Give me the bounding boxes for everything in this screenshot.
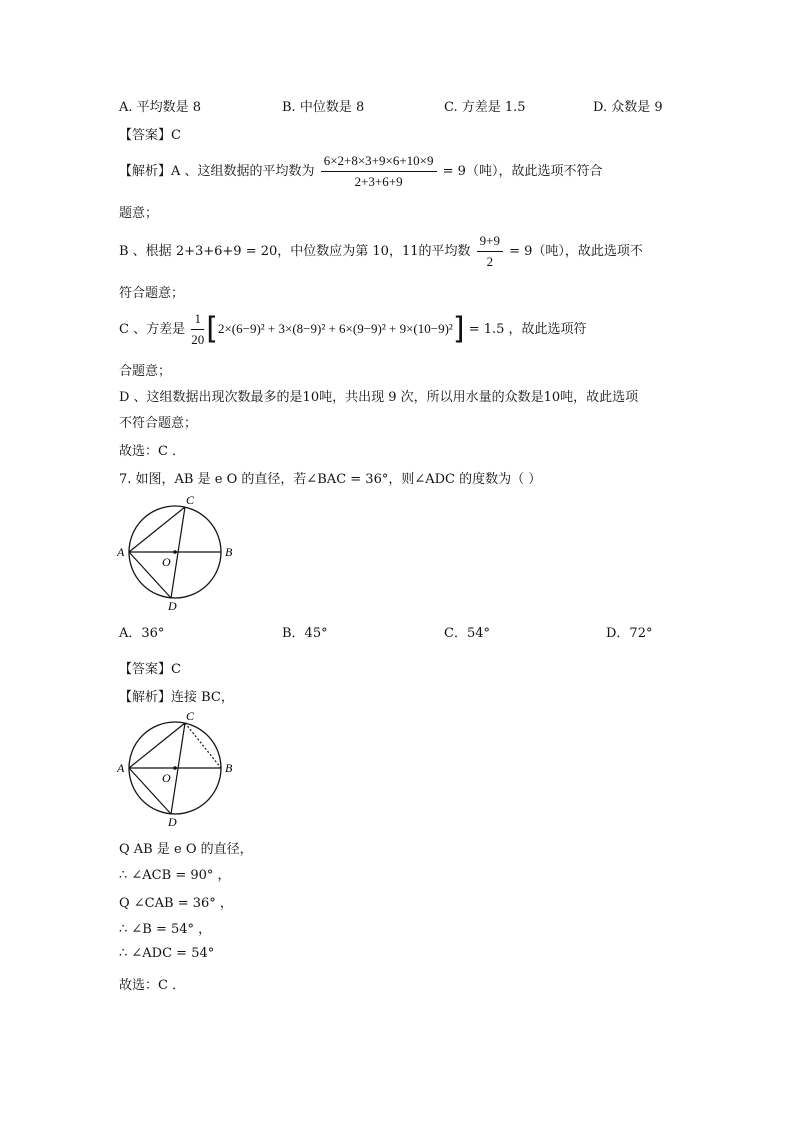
label-c: C — [186, 494, 195, 507]
label-o: O — [162, 555, 171, 569]
q6-analysis-a — [119, 152, 602, 191]
q7-option-d: D．72° — [606, 626, 653, 641]
analysis-a-prefix: A 、这组数据的平均数为 — [171, 164, 315, 179]
analysis-b-suffix: = 9（吨），故此选项不 — [509, 244, 643, 259]
left-bracket: [ — [206, 311, 218, 347]
q7-option-a: A．36° — [119, 626, 165, 641]
chord-ac-2 — [129, 723, 185, 768]
q6-answer: 【答案】C — [119, 128, 181, 143]
q6-analysis-d-line2: 不符合题意； — [119, 416, 198, 431]
analysis-c-prefix: C 、方差是 — [119, 322, 186, 337]
label-c-2: C — [186, 710, 195, 723]
analysis-c-suffix: = 1.5 ，故此选项符 — [468, 322, 587, 337]
label-b-2: B — [225, 761, 233, 775]
label-d: D — [168, 599, 177, 613]
median-fraction — [477, 232, 503, 271]
variance-fraction-denominator: 20 — [191, 332, 205, 347]
mean-fraction-numerator: 6×2+8×3+9×6+10×9 — [321, 152, 437, 172]
variance-fraction — [191, 310, 204, 349]
q7-step-5: ∴ ∠ADC = 54° — [119, 946, 215, 961]
analysis-b-prefix: B 、根据 2+3+6+9 = 20，中位数应为第 10，11的平均数 — [119, 244, 471, 259]
q7-solution-figure — [112, 710, 242, 830]
q6-option-a: A. 平均数是 8 — [119, 100, 202, 115]
label-a-2: A — [117, 761, 125, 775]
q6-option-b: B. 中位数是 8 — [282, 100, 365, 115]
variance-expression: 2×(6−9)² + 3×(8−9)² + 6×(9−9)² + 9×(10−9)² — [217, 321, 453, 336]
label-o-2: O — [162, 771, 171, 785]
median-fraction-numerator: 9+9 — [477, 232, 503, 252]
analysis-tag: 【解析】 — [119, 164, 172, 179]
median-fraction-denominator: 2 — [486, 254, 494, 269]
q7-step-2: ∴ ∠ACB = 90° ， — [119, 868, 231, 883]
q7-analysis: 【解析】连接 BC， — [119, 690, 234, 705]
q6-analysis-b-line2: 符合题意； — [119, 286, 185, 301]
label-d-2: D — [168, 815, 177, 829]
variance-fraction-numerator: 1 — [191, 310, 204, 330]
chord-ac — [129, 507, 185, 552]
analysis-a-suffix: = 9（吨），故此选项不符合 — [442, 164, 603, 179]
mean-fraction-denominator: 2+3+6+9 — [354, 174, 403, 189]
q6-analysis-c — [119, 310, 587, 349]
label-b: B — [225, 545, 233, 559]
q7-answer: 【答案】C — [119, 662, 181, 677]
center-dot — [173, 550, 177, 554]
mean-fraction — [321, 152, 437, 191]
q6-analysis-d-line1: D 、这组数据出现次数最多的是10吨，共出现 9 次，所以用水量的众数是10吨，故此选项 — [119, 390, 639, 405]
q6-analysis-a-line2: 题意； — [119, 206, 159, 221]
q7-step-1: Q AB 是 e O 的直径， — [119, 842, 253, 857]
q6-analysis-b — [119, 232, 643, 271]
q7-option-b: B．45° — [282, 626, 328, 641]
center-dot-2 — [173, 766, 177, 770]
q6-analysis-c-line2: 合题意； — [119, 364, 172, 379]
right-bracket: ] — [452, 311, 465, 347]
q7-step-4: ∴ ∠B = 54° ， — [119, 922, 212, 937]
q6-option-d: D. 众数是 9 — [593, 100, 663, 115]
label-a: A — [117, 545, 125, 559]
q7-conclusion: 故选：C ． — [119, 978, 186, 993]
q6-option-c: C. 方差是 1.5 — [444, 100, 526, 115]
q7-option-c: C．54° — [444, 626, 490, 641]
q7-step-3: Q ∠CAB = 36° ， — [119, 896, 233, 911]
q7-question: 7. 如图，AB 是 e O 的直径，若∠BAC = 36°，则∠ADC 的度数为（ ） — [119, 472, 542, 487]
q7-circle-figure — [112, 494, 242, 614]
q6-conclusion: 故选：C ． — [119, 444, 186, 459]
